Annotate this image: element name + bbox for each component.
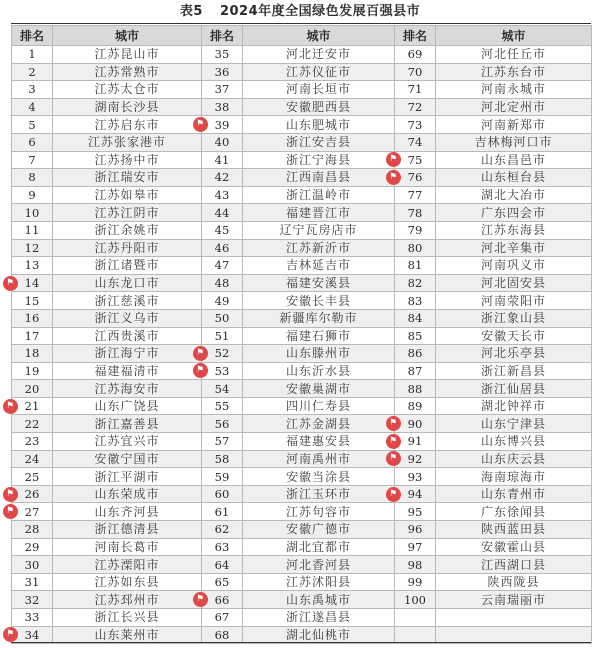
rank-cell: 31 (12, 573, 53, 591)
rank-cell: 15 (12, 292, 53, 310)
rank-cell: 78 (395, 204, 436, 222)
rank-cell: 87 (395, 362, 436, 380)
table-row (12, 292, 592, 310)
city-cell: 海南琼海市 (436, 468, 592, 486)
location-pin-icon (193, 363, 208, 378)
rank-cell: 54 (202, 380, 243, 398)
rank-cell: 13 (12, 257, 53, 275)
city-cell: 江苏太仓市 (53, 81, 202, 99)
city-cell: 河北定州市 (436, 98, 592, 116)
city-cell: 河北任丘市 (436, 46, 592, 64)
city-cell: 江苏东台市 (436, 63, 592, 81)
rank-cell: 76 (395, 169, 436, 187)
table-row (12, 186, 592, 204)
bottom-rule (11, 642, 591, 643)
city-cell: 四川仁寿县 (243, 397, 395, 415)
location-pin-icon (386, 434, 401, 449)
city-cell: 江苏沭阳县 (243, 573, 395, 591)
city-cell: 福建安溪县 (243, 274, 395, 292)
rank-cell: 3 (12, 81, 53, 99)
rank-cell: 9 (12, 186, 53, 204)
rank-cell: 80 (395, 239, 436, 257)
table-row (12, 257, 592, 275)
rank-cell: 42 (202, 169, 243, 187)
rank-cell: 64 (202, 556, 243, 574)
location-pin-icon (3, 627, 18, 642)
location-pin-icon (386, 487, 401, 502)
rank-cell: 29 (12, 538, 53, 556)
header-rank: 排名 (202, 26, 243, 46)
city-cell: 山东齐河县 (53, 503, 202, 521)
rank-cell: 16 (12, 309, 53, 327)
city-cell: 陕西陇县 (436, 573, 592, 591)
city-cell: 湖北仙桃市 (243, 626, 395, 644)
rank-cell: 8 (12, 169, 53, 187)
city-cell: 浙江宁海县 (243, 151, 395, 169)
rank-cell: 95 (395, 503, 436, 521)
rank-cell: 66 (202, 591, 243, 609)
rank-cell: 99 (395, 573, 436, 591)
city-cell: 安徽当涂县 (243, 468, 395, 486)
city-cell: 浙江慈溪市 (53, 292, 202, 310)
city-cell: 浙江瑞安市 (53, 169, 202, 187)
rank-cell: 21 (12, 397, 53, 415)
rank-cell: 26 (12, 485, 53, 503)
table-row (12, 415, 592, 433)
city-cell: 广东徐闻县 (436, 503, 592, 521)
city-cell: 浙江玉环市 (243, 485, 395, 503)
rank-cell: 52 (202, 345, 243, 363)
table-row (12, 573, 592, 591)
city-cell: 陕西蓝田县 (436, 521, 592, 539)
rank-cell: 33 (12, 609, 53, 627)
city-cell: 江苏扬中市 (53, 151, 202, 169)
table-row (12, 169, 592, 187)
rank-cell: 2 (12, 63, 53, 81)
table-title-text: 2024年度全国绿色发展百强县市 (219, 4, 421, 19)
rank-cell: 60 (202, 485, 243, 503)
rank-cell: 56 (202, 415, 243, 433)
rank-cell: 62 (202, 521, 243, 539)
rank-cell: 39 (202, 116, 243, 134)
rank-cell: 18 (12, 345, 53, 363)
rank-cell: 17 (12, 327, 53, 345)
rank-cell: 10 (12, 204, 53, 222)
rank-cell: 69 (395, 46, 436, 64)
city-cell: 山东龙口市 (53, 274, 202, 292)
city-cell: 山东莱州市 (53, 626, 202, 644)
rank-cell: 89 (395, 397, 436, 415)
rank-cell: 36 (202, 63, 243, 81)
city-cell: 江苏丹阳市 (53, 239, 202, 257)
rank-cell: 41 (202, 151, 243, 169)
rank-cell: 75 (395, 151, 436, 169)
table-number: 表5 (179, 4, 203, 19)
table-row (12, 397, 592, 415)
rank-cell: 96 (395, 521, 436, 539)
rank-cell: 47 (202, 257, 243, 275)
table-row (12, 591, 592, 609)
rank-cell: 45 (202, 221, 243, 239)
city-cell: 河北乐亭县 (436, 345, 592, 363)
table-row (12, 204, 592, 222)
city-cell: 山东青州市 (436, 485, 592, 503)
rank-cell: 28 (12, 521, 53, 539)
city-cell: 浙江义乌市 (53, 309, 202, 327)
city-cell: 江西湖口县 (436, 556, 592, 574)
table-row (12, 327, 592, 345)
city-cell: 河北辛集市 (436, 239, 592, 257)
rank-cell: 70 (395, 63, 436, 81)
location-pin-icon (386, 152, 401, 167)
city-cell: 江苏海安市 (53, 380, 202, 398)
rank-cell: 97 (395, 538, 436, 556)
rank-cell: 1 (12, 46, 53, 64)
city-cell: 山东桓台县 (436, 169, 592, 187)
city-cell: 福建石狮市 (243, 327, 395, 345)
city-cell: 江苏江阴市 (53, 204, 202, 222)
rank-cell: 12 (12, 239, 53, 257)
rank-cell: 24 (12, 450, 53, 468)
city-cell: 湖北宜都市 (243, 538, 395, 556)
city-cell: 浙江诸暨市 (53, 257, 202, 275)
city-cell: 江苏仪征市 (243, 63, 395, 81)
city-cell: 湖北大冶市 (436, 186, 592, 204)
rank-cell: 53 (202, 362, 243, 380)
city-cell: 江苏张家港市 (53, 133, 202, 151)
rank-cell: 73 (395, 116, 436, 134)
rank-cell: 51 (202, 327, 243, 345)
rank-cell: 57 (202, 433, 243, 451)
city-cell: 浙江长兴县 (53, 609, 202, 627)
header-city: 城市 (53, 26, 202, 46)
city-cell: 江西南昌县 (243, 169, 395, 187)
city-cell: 浙江德清县 (53, 521, 202, 539)
location-pin-icon (193, 117, 208, 132)
city-cell: 福建晋江市 (243, 204, 395, 222)
city-cell: 湖北钟祥市 (436, 397, 592, 415)
city-cell: 湖南长沙县 (53, 98, 202, 116)
rank-cell: 68 (202, 626, 243, 644)
city-cell: 江苏句容市 (243, 503, 395, 521)
rank-cell: 65 (202, 573, 243, 591)
city-cell: 新疆库尔勒市 (243, 309, 395, 327)
table-row (12, 433, 592, 451)
city-cell: 浙江仙居县 (436, 380, 592, 398)
rank-cell: 94 (395, 485, 436, 503)
table-row (12, 63, 592, 81)
city-cell: 辽宁瓦房店市 (243, 221, 395, 239)
city-cell: 江苏昆山市 (53, 46, 202, 64)
rank-cell: 38 (202, 98, 243, 116)
rank-cell: 25 (12, 468, 53, 486)
rank-cell: 63 (202, 538, 243, 556)
rank-cell: 23 (12, 433, 53, 451)
rank-cell: 27 (12, 503, 53, 521)
rank-cell: 84 (395, 309, 436, 327)
rank-cell: 22 (12, 415, 53, 433)
rank-cell: 11 (12, 221, 53, 239)
city-cell: 浙江新昌县 (436, 362, 592, 380)
city-cell: 山东荣成市 (53, 485, 202, 503)
table-row (12, 538, 592, 556)
rank-cell: 49 (202, 292, 243, 310)
city-cell: 浙江温岭市 (243, 186, 395, 204)
city-cell: 安徽天长市 (436, 327, 592, 345)
city-cell: 浙江嘉善县 (53, 415, 202, 433)
table-row (12, 221, 592, 239)
city-cell: 安徽霍山县 (436, 538, 592, 556)
city-cell: 河北迁安市 (243, 46, 395, 64)
city-cell: 山东禹城市 (243, 591, 395, 609)
table-row (12, 609, 592, 627)
city-cell: 江西贵溪市 (53, 327, 202, 345)
city-cell: 福建惠安县 (243, 433, 395, 451)
city-cell: 河南长葛市 (53, 538, 202, 556)
rank-cell: 5 (12, 116, 53, 134)
city-cell: 吉林梅河口市 (436, 133, 592, 151)
table-row (12, 362, 592, 380)
city-cell: 山东宁津县 (436, 415, 592, 433)
city-cell: 浙江海宁市 (53, 345, 202, 363)
rank-cell: 82 (395, 274, 436, 292)
header-city: 城市 (436, 26, 592, 46)
city-cell: 河北固安县 (436, 274, 592, 292)
city-cell: 安徽巢湖市 (243, 380, 395, 398)
city-cell: 安徽长丰县 (243, 292, 395, 310)
city-cell (436, 609, 592, 627)
rank-cell: 20 (12, 380, 53, 398)
city-cell: 安徽肥西县 (243, 98, 395, 116)
header-city: 城市 (243, 26, 395, 46)
table-row (12, 81, 592, 99)
rank-cell: 79 (395, 221, 436, 239)
rank-cell: 7 (12, 151, 53, 169)
rank-cell: 100 (395, 591, 436, 609)
city-cell: 山东庆云县 (436, 450, 592, 468)
location-pin-icon (386, 451, 401, 466)
city-cell: 河南禹州市 (243, 450, 395, 468)
table-row (12, 133, 592, 151)
city-cell: 吉林延吉市 (243, 257, 395, 275)
city-cell: 江苏东海县 (436, 221, 592, 239)
rank-cell: 86 (395, 345, 436, 363)
city-cell: 山东滕州市 (243, 345, 395, 363)
table-row (12, 46, 592, 64)
table-row (12, 450, 592, 468)
city-cell: 河南巩义市 (436, 257, 592, 275)
city-cell: 福建福清市 (53, 362, 202, 380)
rank-cell: 6 (12, 133, 53, 151)
city-cell: 广东四会市 (436, 204, 592, 222)
rank-cell: 81 (395, 257, 436, 275)
rank-cell: 98 (395, 556, 436, 574)
city-cell: 河南永城市 (436, 81, 592, 99)
location-pin-icon (193, 346, 208, 361)
city-cell: 浙江平湖市 (53, 468, 202, 486)
city-cell: 江苏如东县 (53, 573, 202, 591)
rank-cell: 4 (12, 98, 53, 116)
city-cell: 江苏溧阳市 (53, 556, 202, 574)
rank-cell (395, 609, 436, 627)
rank-cell: 67 (202, 609, 243, 627)
location-pin-icon (193, 592, 208, 607)
rank-cell: 90 (395, 415, 436, 433)
table-row (12, 556, 592, 574)
table-row (12, 503, 592, 521)
table-row (12, 345, 592, 363)
city-cell: 浙江遂昌县 (243, 609, 395, 627)
rank-cell: 59 (202, 468, 243, 486)
table-row (12, 239, 592, 257)
city-cell: 云南瑞丽市 (436, 591, 592, 609)
rank-cell: 30 (12, 556, 53, 574)
city-cell: 安徽广德市 (243, 521, 395, 539)
location-pin-icon (3, 504, 18, 519)
city-cell: 江苏常熟市 (53, 63, 202, 81)
rank-cell: 85 (395, 327, 436, 345)
rank-cell: 91 (395, 433, 436, 451)
table-row (12, 309, 592, 327)
city-cell: 河南长垣市 (243, 81, 395, 99)
location-pin-icon (3, 487, 18, 502)
city-cell: 浙江余姚市 (53, 221, 202, 239)
city-cell: 河南新郑市 (436, 116, 592, 134)
rank-cell: 34 (12, 626, 53, 644)
city-cell: 山东肥城市 (243, 116, 395, 134)
table-row (12, 380, 592, 398)
rank-cell: 48 (202, 274, 243, 292)
header-rank: 排名 (395, 26, 436, 46)
city-cell: 浙江象山县 (436, 309, 592, 327)
top-rule (11, 23, 591, 24)
rank-cell: 71 (395, 81, 436, 99)
location-pin-icon (3, 399, 18, 414)
rank-cell: 88 (395, 380, 436, 398)
ranking-table (11, 25, 592, 644)
city-cell: 江苏金湖县 (243, 415, 395, 433)
city-cell: 浙江安吉县 (243, 133, 395, 151)
city-cell: 河南荥阳市 (436, 292, 592, 310)
location-pin-icon (386, 170, 401, 185)
header-rank: 排名 (12, 26, 53, 46)
city-cell: 江苏新沂市 (243, 239, 395, 257)
rank-cell: 43 (202, 186, 243, 204)
rank-cell: 83 (395, 292, 436, 310)
city-cell: 安徽宁国市 (53, 450, 202, 468)
rank-cell: 37 (202, 81, 243, 99)
city-cell: 江苏如皋市 (53, 186, 202, 204)
rank-cell: 32 (12, 591, 53, 609)
rank-cell: 58 (202, 450, 243, 468)
rank-cell: 55 (202, 397, 243, 415)
header-row (12, 26, 592, 46)
table-row (12, 151, 592, 169)
city-cell: 河北香河县 (243, 556, 395, 574)
rank-cell: 44 (202, 204, 243, 222)
table-row (12, 468, 592, 486)
rank-cell: 93 (395, 468, 436, 486)
table-row (12, 98, 592, 116)
table-title (0, 2, 600, 22)
rank-cell: 40 (202, 133, 243, 151)
rank-cell: 19 (12, 362, 53, 380)
city-cell: 江苏宜兴市 (53, 433, 202, 451)
rank-cell: 74 (395, 133, 436, 151)
rank-cell: 77 (395, 186, 436, 204)
rank-cell: 50 (202, 309, 243, 327)
rank-cell: 92 (395, 450, 436, 468)
city-cell: 山东昌邑市 (436, 151, 592, 169)
rank-cell: 14 (12, 274, 53, 292)
location-pin-icon (386, 416, 401, 431)
table-row (12, 274, 592, 292)
city-cell: 山东广饶县 (53, 397, 202, 415)
table-row (12, 485, 592, 503)
rank-cell: 61 (202, 503, 243, 521)
city-cell: 江苏邳州市 (53, 591, 202, 609)
table-row (12, 521, 592, 539)
rank-cell: 35 (202, 46, 243, 64)
rank-cell: 46 (202, 239, 243, 257)
city-cell: 山东博兴县 (436, 433, 592, 451)
location-pin-icon (3, 276, 18, 291)
city-cell: 江苏启东市 (53, 116, 202, 134)
city-cell: 山东沂水县 (243, 362, 395, 380)
rank-cell: 72 (395, 98, 436, 116)
table-row (12, 116, 592, 134)
